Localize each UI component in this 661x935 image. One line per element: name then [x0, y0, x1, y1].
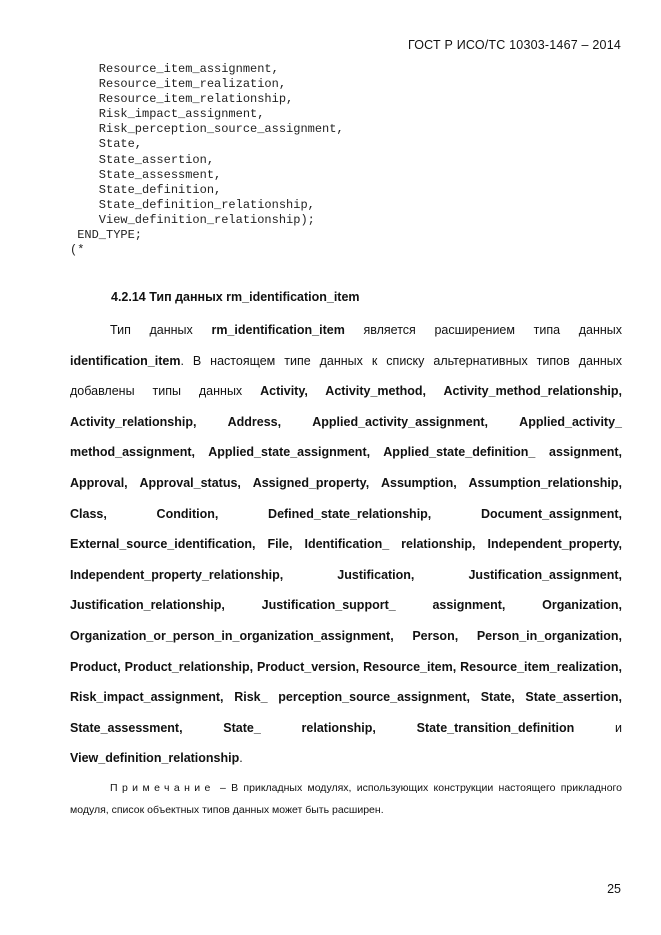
code-line: Risk_perception_source_assignment, [70, 122, 344, 137]
code-line: State_assertion, [70, 152, 215, 167]
paragraph-text: . В настоящем типе данных к списку альтернативных типов данных добавлены типы данных [70, 353, 622, 399]
note-label: Примечание [110, 782, 215, 794]
paragraph-term: identification_item [70, 353, 181, 368]
code-line: State_assessment, [70, 167, 222, 182]
express-code-block [70, 62, 344, 258]
code-line: END_TYPE; [70, 228, 143, 243]
code-line: State, [70, 137, 143, 152]
code-line: State_definition, [70, 182, 222, 197]
code-line: Risk_impact_assignment, [70, 107, 265, 122]
code-line: Resource_item_relationship, [70, 92, 294, 107]
note-text: В прикладных модулях, использующих конструкции настоящего прикладного модуля, список объектных типов данных может быть расширен. [70, 782, 622, 816]
note-block [70, 777, 622, 821]
section-title: 4.2.14 Тип данных rm_identification_item [111, 290, 360, 304]
code-line: State_definition_relationship, [70, 197, 315, 212]
code-line: Resource_item_assignment, [70, 62, 279, 76]
paragraph-text: является расширением типа данных [344, 323, 622, 337]
code-line: Resource_item_realization, [70, 77, 287, 92]
code-line: (* [70, 243, 85, 258]
note-dash: – [214, 782, 232, 794]
document-header: ГОСТ Р ИСО/ТС 10303-1467 – 2014 [407, 38, 621, 52]
paragraph-text: . [239, 751, 243, 766]
paragraph-text: Тип данных [110, 323, 212, 337]
body-paragraph [70, 315, 622, 774]
code-line: View_definition_relationship); [70, 212, 315, 227]
page-number: 25 [607, 882, 621, 896]
paragraph-term: View_definition_relationship [70, 751, 240, 766]
paragraph-text: и [574, 720, 622, 735]
paragraph-term: rm_identification_item [211, 323, 345, 337]
paragraph-type-list: Activity, Activity_method, Activity_method_relationship, Activity_relationship, Address, Applied_activity_assignment, Applied_activity_ method_assignment, Applied_state_assignment, Applied_state_definition_ assignment, Approval, Approval_status, Assigned_property, Assumption, Assumption_relationship, Class, Condition, Defined_state_relationship, Document_assignment, External_source_identification, File, Identification_ relationship, Independent_property, Independent_property_relationship, Justification, Justification_assignment, Justification_relationship, Justification_support_ assignment, Organization, Organization_or_person_in_organization_assignment, Person, Person_in_organization, Product, Product_relationship, Product_version, Resource_item, Resource_item_realization, Risk_impact_assignment, Risk_ perception_source_assignment, State, State_assertion, State_assessment, State_ relationship, State_transition_definition [70, 384, 622, 735]
